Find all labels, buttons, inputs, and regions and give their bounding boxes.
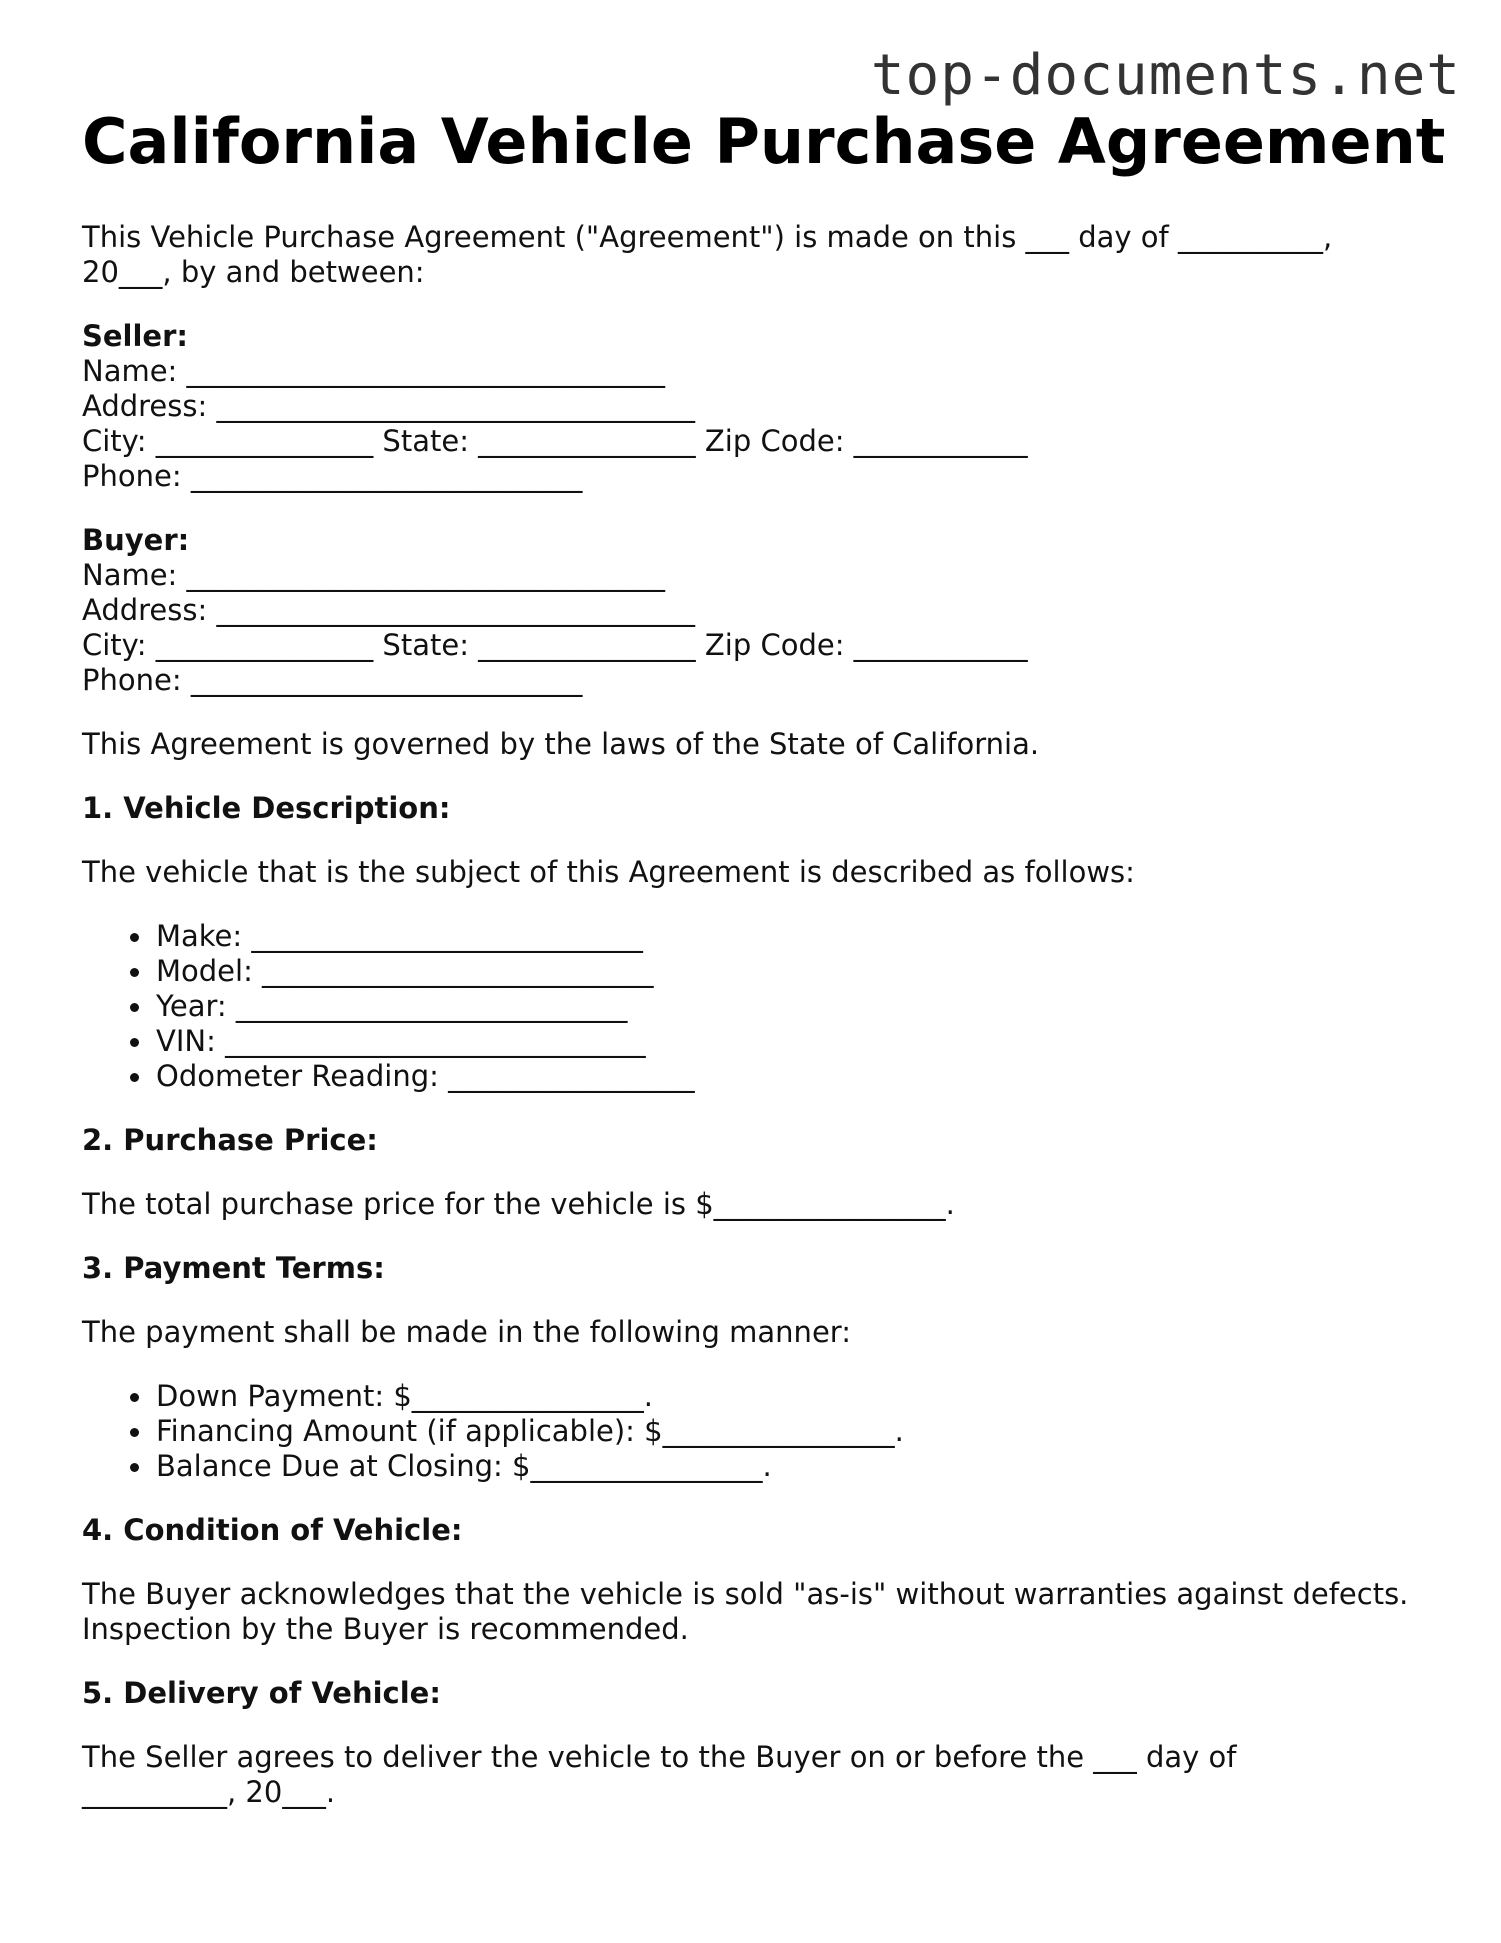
list-item: Balance Due at Closing: $________________.	[156, 1449, 1452, 1484]
section-delivery	[82, 1676, 1452, 1810]
section-heading: 3. Payment Terms:	[82, 1251, 385, 1285]
list-item: Financing Amount (if applicable): $________________.	[156, 1414, 1452, 1449]
section-text: The total purchase price for the vehicle is $________________.	[82, 1187, 955, 1221]
seller-block	[82, 319, 1452, 494]
section-text: The payment shall be made in the following manner:	[82, 1315, 851, 1349]
section-text-line-1: The Seller agrees to deliver the vehicle to the Buyer on or before the ___ day of	[82, 1740, 1237, 1774]
list-item: Down Payment: $________________.	[156, 1379, 1452, 1414]
section-heading: 4. Condition of Vehicle:	[82, 1513, 463, 1547]
seller-city-state-zip-field: City: _______________ State: _______________ Zip Code: ____________	[82, 424, 1028, 458]
intro-line-1: This Vehicle Purchase Agreement ("Agreement") is made on this ___ day of __________,	[82, 220, 1333, 254]
seller-heading: Seller:	[82, 319, 189, 353]
intro-paragraph	[82, 220, 1452, 290]
buyer-name-field: Name: _________________________________	[82, 558, 666, 592]
section-text: The vehicle that is the subject of this Agreement is described as follows:	[82, 855, 1135, 889]
buyer-heading: Buyer:	[82, 523, 190, 557]
section-heading: 1. Vehicle Description:	[82, 791, 451, 825]
vehicle-details-list	[82, 919, 1452, 1094]
list-item: Make: ___________________________	[156, 919, 1452, 954]
section-payment-terms	[82, 1251, 1452, 1484]
seller-phone-field: Phone: ___________________________	[82, 459, 583, 493]
section-purchase-price	[82, 1123, 1452, 1222]
list-item: Model: ___________________________	[156, 954, 1452, 989]
governing-law-text: This Agreement is governed by the laws of the State of California.	[82, 727, 1040, 761]
section-text-line-1: The Buyer acknowledges that the vehicle is sold "as-is" without warranties against defects.	[82, 1577, 1409, 1611]
payment-terms-list	[82, 1379, 1452, 1484]
section-condition	[82, 1513, 1452, 1647]
buyer-phone-field: Phone: ___________________________	[82, 663, 583, 697]
buyer-block	[82, 523, 1452, 698]
seller-name-field: Name: _________________________________	[82, 354, 666, 388]
section-heading: 2. Purchase Price:	[82, 1123, 378, 1157]
section-heading: 5. Delivery of Vehicle:	[82, 1676, 441, 1710]
section-text-line-2: __________, 20___.	[82, 1775, 336, 1809]
intro-line-2: 20___, by and between:	[82, 255, 425, 289]
watermark-text: top-documents.net	[870, 43, 1461, 108]
buyer-address-field: Address: _________________________________	[82, 593, 695, 627]
list-item: Odometer Reading: _________________	[156, 1059, 1452, 1094]
section-vehicle-description	[82, 791, 1452, 1094]
list-item: VIN: _____________________________	[156, 1024, 1452, 1059]
list-item: Year: ___________________________	[156, 989, 1452, 1024]
seller-address-field: Address: _________________________________	[82, 389, 695, 423]
document-page	[82, 104, 1452, 1810]
buyer-city-state-zip-field: City: _______________ State: _______________ Zip Code: ____________	[82, 628, 1028, 662]
section-text-line-2: Inspection by the Buyer is recommended.	[82, 1612, 689, 1646]
document-title: California Vehicle Purchase Agreement	[82, 105, 1446, 178]
